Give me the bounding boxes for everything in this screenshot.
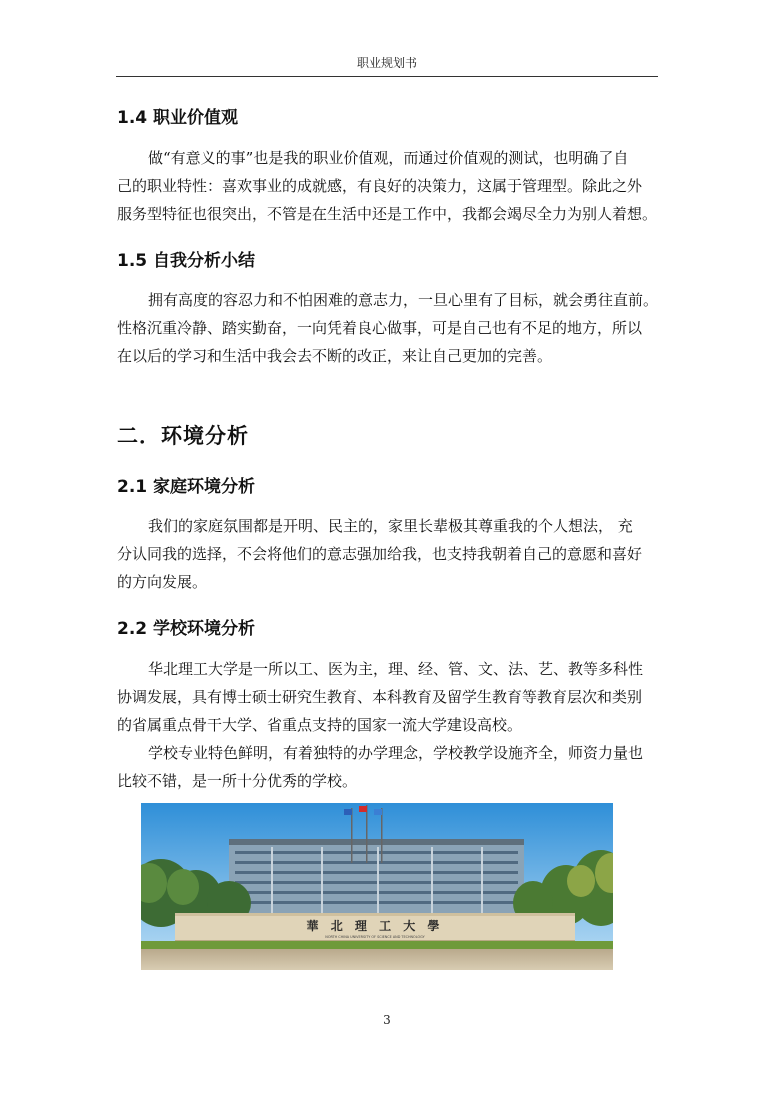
paragraph-school-environment	[117, 655, 659, 795]
text-line: 华北理工大学是一所以工、医为主，理、经、管、文、法、艺、教等多科性	[148, 660, 644, 678]
paragraph-self-analysis-summary	[117, 286, 659, 370]
text-line: 己的职业特性：喜欢事业的成就感，有良好的决策力，这属于管理型。除此之外	[117, 177, 643, 195]
text-line: 学校专业特色鲜明，有着独特的办学理念，学校教学设施齐全，师资力量也	[148, 744, 644, 762]
section-heading-1-5: 1.5 自我分析小结	[117, 251, 256, 271]
text-line: 我们的家庭氛围都是开明、民主的，家里长辈极其尊重我的个人想法， 充	[148, 517, 633, 535]
text-line: 比较不错，是一所十分优秀的学校。	[117, 772, 358, 790]
paragraph-career-values	[117, 144, 659, 228]
text-line: 做“有意义的事”也是我的职业价值观，而通过价值观的测试，也明确了自	[148, 149, 629, 167]
section-heading-2-1: 2.1 家庭环境分析	[117, 477, 256, 497]
gate-sign-text: 華 北 理 工 大 學	[306, 919, 444, 933]
text-line: 服务型特征也很突出，不管是在生活中还是工作中，我都会竭尽全力为别人着想。	[117, 205, 658, 223]
section-heading-2-2: 2.2 学校环境分析	[117, 619, 256, 639]
paragraph-family-environment	[117, 512, 659, 596]
text-line: 在以后的学习和生活中我会去不断的改正，来让自己更加的完善。	[117, 347, 553, 365]
text-line: 的方向发展。	[117, 573, 208, 591]
page-header-title: 职业规划书	[356, 56, 417, 70]
text-line: 性格沉重冷静、踏实勤奋，一向凭着良心做事，可是自己也有不足的地方，所以	[117, 319, 643, 337]
text-line: 分认同我的选择，不会将他们的意志强加给我，也支持我朝着自己的意愿和喜好	[117, 545, 643, 563]
page-number: 3	[383, 1013, 391, 1027]
gate-sign-subtext: NORTH CHINA UNIVERSITY OF SCIENCE AND TECHNOLOGY	[325, 935, 425, 939]
section-heading-1-4: 1.4 职业价值观	[117, 108, 239, 128]
text-line: 协调发展，具有博士硕士研究生教育、本科教育及留学生教育等教育层次和类别	[117, 688, 643, 706]
text-line: 的省属重点骨干大学、省重点支持的国家一流大学建设高校。	[117, 716, 523, 734]
text-line: 拥有高度的容忍力和不怕困难的意志力，一旦心里有了目标，就会勇往直前。	[148, 291, 659, 309]
campus-gate-photo	[141, 803, 613, 970]
chapter-heading-environment-analysis: 二．环境分析	[117, 424, 249, 448]
header-divider	[116, 76, 658, 77]
